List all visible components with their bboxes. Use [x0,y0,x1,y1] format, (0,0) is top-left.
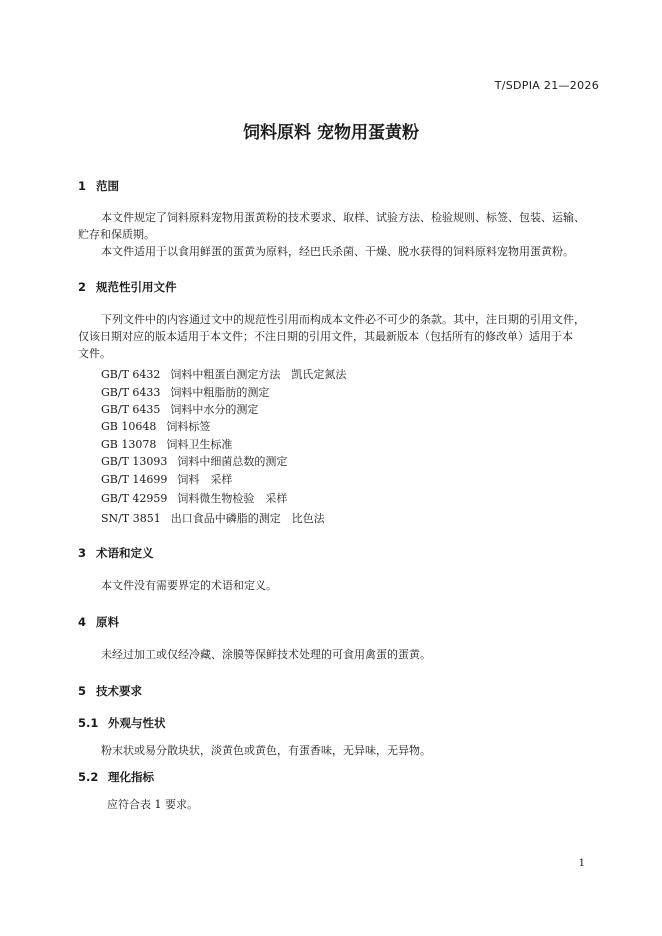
page-number: 1 [578,858,585,869]
section-title: 术语和定义 [96,546,154,560]
section-number: 5.2 [78,770,99,784]
section-title: 规范性引用文件 [96,280,177,294]
section-title: 理化指标 [108,770,154,784]
section-number: 3 [78,546,87,560]
reference-code: GB/T 6435 [101,403,161,416]
reference-name: 出口食品中磷脂的测定 比色法 [170,512,325,525]
reference-name: 饲料中粗脂肪的测定 [170,386,270,399]
reference-code: GB/T 14699 [101,473,168,486]
reference-code: GB 13078 [101,438,157,451]
paragraph-line: 贮存和保质期。 [78,228,155,241]
section-title: 原料 [96,615,119,629]
section-title: 外观与性状 [108,716,166,730]
reference-name: 饲料标签 [166,420,211,433]
section-5-heading [78,683,142,699]
paragraph-line: 仅该日期对应的版本适用于本文件；不注日期的引用文件，其最新版本（包括所有的修改单）适用于本 [78,330,573,343]
paragraph-line: 下列文件中的内容通过文中的规范性引用而构成本文件必不可少的条款。其中，注日期的引用文件， [101,313,585,326]
reference-name: 饲料 采样 [177,473,233,486]
reference-item [101,471,232,487]
reference-item [101,436,232,452]
reference-item [101,418,210,434]
reference-item [101,384,269,400]
reference-item [101,453,287,469]
paragraph-line: 本文件适用于以食用鲜蛋的蛋黄为原料，经巴氏杀菌、干燥、脱水获得的饲料原料宠物用蛋黄粉。 [101,245,574,258]
document-title: 饲料原料 宠物用蛋黄粉 [243,123,419,143]
reference-name: 饲料中水分的测定 [170,403,259,416]
section-1-heading [78,178,119,194]
section-5-1-heading [78,715,166,731]
reference-code: GB/T 6433 [101,386,161,399]
section-2-heading [78,279,177,295]
section-number: 5.1 [78,716,99,730]
reference-code: GB 10648 [101,420,157,433]
reference-name: 饲料中细菌总数的测定 [177,455,288,468]
reference-code: GB/T 13093 [101,455,168,468]
section-number: 2 [78,280,87,294]
reference-code: GB/T 6432 [101,368,161,381]
reference-item [101,401,258,417]
reference-name: 饲料卫生标准 [166,438,233,451]
section-number: 4 [78,615,87,629]
section-title: 技术要求 [96,684,142,698]
reference-name: 饲料微生物检验 采样 [177,492,288,505]
paragraph-line: 未经过加工或仅经冷藏、涂膜等保鲜技术处理的可食用禽蛋的蛋黄。 [101,648,431,661]
section-number: 5 [78,684,87,698]
paragraph-line: 粉末状或易分散块状，淡黄色或黄色，有蛋香味，无异味，无异物。 [101,744,431,757]
reference-item [101,366,346,382]
paragraph-line: 文件。 [78,347,111,360]
section-number: 1 [78,179,87,193]
reference-item [101,490,287,506]
section-4-heading [78,614,119,630]
paragraph-line: 本文件没有需要界定的术语和定义。 [101,579,277,592]
section-3-heading [78,545,154,561]
reference-code: GB/T 42959 [101,492,168,505]
paragraph-line: 本文件规定了饲料原料宠物用蛋黄粉的技术要求、取样、试验方法、检验规则、标签、包装、运输、 [101,211,585,224]
reference-item [101,510,325,526]
section-title: 范围 [96,179,119,193]
section-5-2-heading [78,769,154,785]
paragraph-line: 应符合表 1 要求。 [107,798,198,811]
reference-code: SN/T 3851 [101,512,161,525]
standard-code: T/SDPIA 21—2026 [494,79,599,92]
reference-name: 饲料中粗蛋白测定方法 凯氏定氮法 [170,368,347,381]
